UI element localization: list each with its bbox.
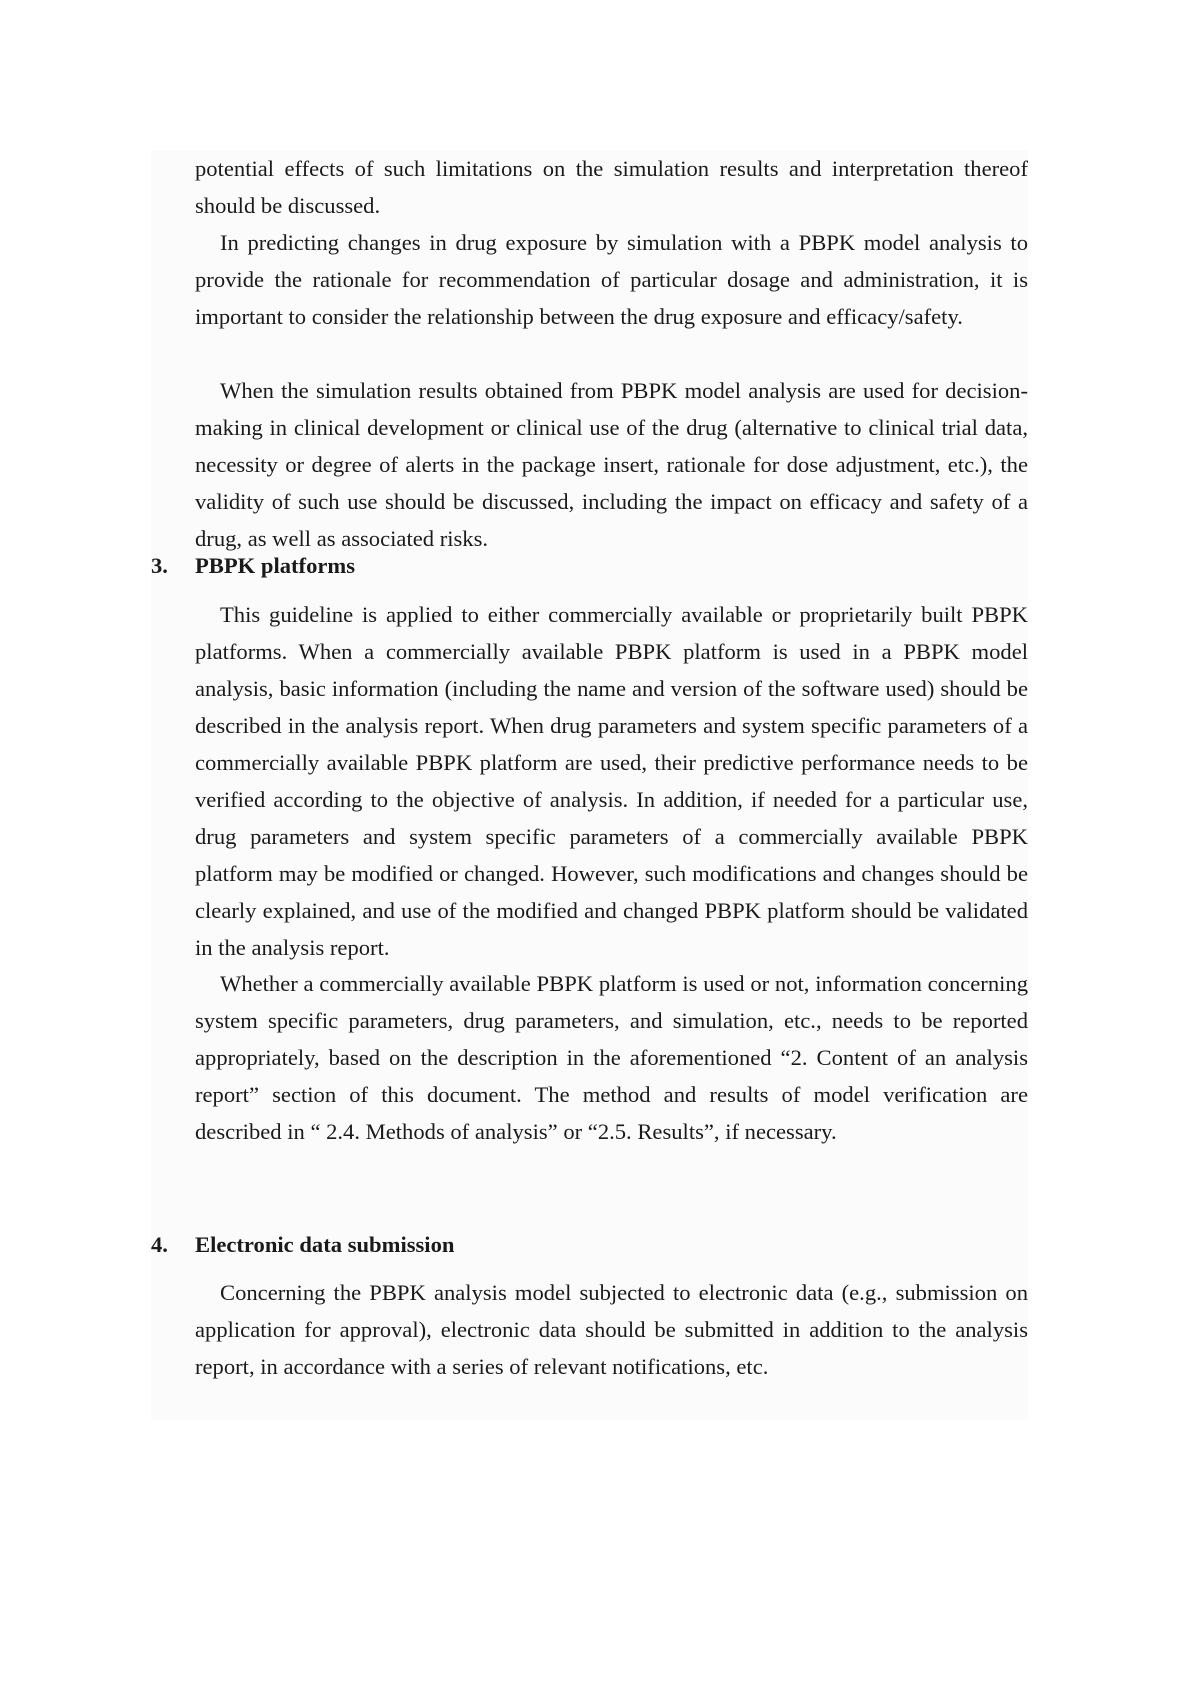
section-number: 3. — [151, 553, 168, 578]
section-number: 4. — [151, 1232, 168, 1257]
section-heading-electronic-data — [151, 1226, 1028, 1263]
section-title: Electronic data submission — [195, 1232, 455, 1257]
paragraph-guideline-platforms: This guideline is applied to either commercially available or proprietarily built PBPK platforms. When a commercially available PBPK platform is used in a PBPK model analysis, basic information (including the name and version of the software used) should be described in the analysis report. When drug parameters and system specific parameters of a commercially available PBPK platform are used, their predictive performance needs to be verified according to the objective of analysis. In addition, if needed for a particular use, drug parameters and system specific parameters of a commercially available PBPK platform may be modified or changed. However, such modifications and changes should be clearly explained, and use of the modified and changed PBPK platform should be validated in the analysis report. — [195, 602, 1028, 960]
paragraph-decision-making: When the simulation results obtained from PBPK model analysis are used for decision-making in clinical development or clinical use of the drug (alternative to clinical trial data, necessity or degree of alerts in the package insert, rationale for dose adjustment, etc.), the validity of such use should be discussed, including the impact on efficacy and safety of a drug, as well as associated risks. — [195, 378, 1028, 551]
paragraph-drug-exposure: In predicting changes in drug exposure by simulation with a PBPK model analysis to provide the rationale for recommendation of particular dosage and administration, it is important to consider the relationship between the drug exposure and efficacy/safety. — [195, 230, 1028, 329]
document-page — [151, 150, 1028, 1420]
paragraph-platform-reporting: Whether a commercially available PBPK platform is used or not, information concerning system specific parameters, drug parameters, and simulation, etc., needs to be reported appropriately, based on the description in the aforementioned “2. Content of an analysis report” section of this document. The method and results of model verification are described in “ 2.4. Methods of analysis” or “2.5. Results”, if necessary. — [195, 971, 1028, 1144]
section-heading-pbpk-platforms — [151, 547, 1028, 584]
paragraph-limitations: potential effects of such limitations on the simulation results and interpretation thereof should be discussed. — [195, 156, 1028, 218]
paragraph-electronic-submission: Concerning the PBPK analysis model subjected to electronic data (e.g., submission on application for approval), electronic data should be submitted in addition to the analysis report, in accordance with a series of relevant notifications, etc. — [195, 1280, 1028, 1379]
section-title: PBPK platforms — [195, 553, 356, 578]
